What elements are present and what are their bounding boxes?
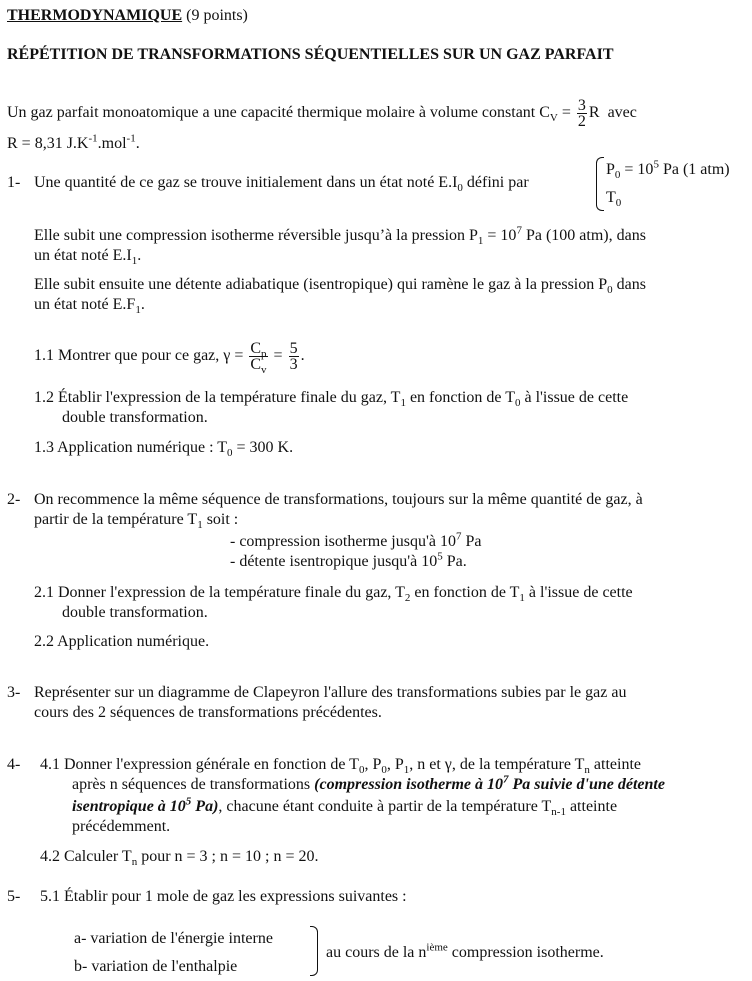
section-heading [7, 6, 248, 26]
equals-sign-2: = [273, 347, 283, 365]
q41-italic-2 [72, 795, 219, 815]
frac-den: 2 [577, 113, 586, 130]
subject-title: THERMODYNAMIQUE [7, 7, 183, 24]
intro-avec: avec [607, 104, 637, 122]
brace-exp: ième [426, 941, 448, 954]
q13-text: 1.3 Application numérique : T [34, 439, 228, 456]
r-exp1: -1 [88, 132, 98, 145]
q1-defined: défini par [466, 174, 529, 191]
r-exp2: -1 [126, 132, 136, 145]
p0-unit: Pa (1 atm) [662, 161, 730, 178]
q1-number: 1- [7, 174, 21, 191]
p0-label: P [606, 161, 615, 178]
brace-text: au cours de la n [326, 944, 427, 961]
q2-line-1: On recommence la même séquence de transformations, toujours sur la même quantité de gaz, à [34, 491, 643, 508]
q21-end: à l'issue de cette [528, 584, 633, 601]
q12-sub2: 0 [514, 397, 521, 410]
p0-exp: 5 [653, 158, 659, 171]
q2-item2-end: Pa. [446, 553, 467, 570]
detente-text: Elle subit ensuite une détente adiabatique (isentropique) qui ramène le gaz à la pression P [34, 276, 608, 293]
final-state: un état noté E.F [34, 296, 136, 313]
q41-e: atteinte [593, 756, 641, 773]
q3-line-2: cours des 2 séquences de transformations précédentes. [34, 704, 382, 721]
equals-sign: = [561, 104, 571, 122]
q13-sub: 0 [227, 447, 233, 460]
q41-line3-sub: n-1 [551, 806, 566, 819]
q2-item-1 [230, 532, 481, 552]
cp-num [249, 340, 267, 361]
q42-sub: n [131, 856, 138, 869]
cv-symbol: C [539, 104, 550, 122]
p0-sub: 0 [614, 169, 621, 182]
gamma-symbol: γ = [223, 347, 244, 365]
q1-1 [34, 340, 305, 377]
q1-detente-line [34, 275, 646, 295]
q41-s2: 0 [381, 764, 387, 777]
g-end: . [300, 347, 305, 365]
q1-2-line-2: double transformation. [62, 409, 208, 426]
q41-s4: n [584, 764, 590, 777]
q1-state-sub: 0 [457, 182, 463, 195]
q2-item-2 [230, 552, 467, 572]
q41-line2-i2: Pa suivie d'une détente [512, 776, 665, 793]
q2-item2-text: - détente isentropique jusqu'à 10 [230, 553, 438, 570]
cv-formula [539, 97, 603, 130]
q4-1-line-4: précédemment. [72, 818, 171, 835]
q41-line3-i: isentropique à 10 [72, 798, 186, 815]
state-line: un état noté E.I [34, 247, 132, 264]
q42-end: pour n = 3 ; n = 10 ; n = 20. [141, 848, 319, 865]
q1-final-state [34, 295, 145, 315]
q41-b: , P [364, 756, 382, 773]
fraction-3-2 [577, 98, 587, 129]
r-mol: .mol [97, 135, 127, 152]
q3-line-1: Représenter sur un diagramme de Clapeyron l'allure des transformations subies par le gaz au [34, 684, 627, 701]
q2-line2-text: partir de la température T [34, 511, 198, 528]
r-constant [7, 134, 140, 154]
q41-line2-a: après n séquences de transformations [72, 776, 311, 793]
detente-end: dans [616, 276, 646, 293]
cv-den-sub: v [261, 364, 267, 377]
q41-italic-1 [314, 773, 665, 793]
q41-s1: 0 [358, 764, 365, 777]
compress-text: Elle subit une compression isotherme réversible jusqu’à la pression P [34, 227, 478, 244]
q4-2 [40, 847, 318, 867]
cp-sub: p [261, 348, 267, 361]
cv-den-letter: C [250, 356, 262, 373]
q2-item1-text: - compression isotherme jusqu'à 10 [230, 533, 456, 550]
t0-definition [606, 188, 621, 208]
cp-letter: C [250, 340, 262, 357]
fraction-5-3 [289, 341, 299, 372]
points-label: (9 points) [186, 7, 248, 24]
q21-sub1: 2 [404, 592, 411, 605]
final-sub: 1 [135, 304, 141, 317]
q3-number: 3- [7, 684, 21, 701]
q2-item1-end: Pa [465, 533, 482, 550]
brace-end: compression isotherme. [451, 944, 604, 961]
state-line-end: . [137, 247, 142, 264]
q5-1: 5.1 Établir pour 1 mole de gaz les expressions suivantes : [40, 888, 407, 905]
q41-line2-i: (compression isotherme à 10 [314, 776, 504, 793]
q1-compression-line [34, 226, 646, 246]
state-line-sub: 1 [131, 255, 138, 268]
intro-line-1 [7, 98, 637, 129]
detente-sub: 0 [607, 284, 613, 297]
q13-end: = 300 K. [236, 439, 294, 456]
q2-line2-sub: 1 [197, 519, 203, 532]
p1-unit: Pa (100 atm), dans [525, 227, 646, 244]
q1-state-line [34, 246, 141, 266]
g-num: 5 [289, 340, 298, 357]
q2-line-2 [34, 510, 238, 530]
q2-2: 2.2 Application numérique. [34, 633, 210, 650]
q1-line-1 [34, 173, 529, 193]
final-end: . [140, 296, 145, 313]
q41-c: , P [386, 756, 404, 773]
frac-num: 3 [577, 97, 586, 114]
q41-d: , n et γ, de la température T [409, 756, 585, 773]
p0-definition [606, 160, 730, 180]
q41-s3: 1 [403, 764, 410, 777]
q4-1-line-1 [40, 755, 641, 775]
q5-number: 5- [7, 888, 21, 905]
r-dot: . [135, 135, 140, 152]
q4-1-line-3 [72, 797, 617, 817]
q5-brace-text [326, 943, 604, 963]
q12-text: 1.2 Établir l'expression de la température finale du gaz, T [34, 389, 401, 406]
q4-number: 4- [7, 756, 21, 773]
q2-1-line-1 [34, 583, 633, 603]
q41-line3-end: atteinte [569, 798, 618, 815]
q41-line3-i2: Pa) [195, 798, 219, 815]
q21-mid: en fonction de T [414, 584, 520, 601]
q5-item-a: a- variation de l'énergie interne [74, 930, 273, 947]
q21-sub2: 1 [519, 592, 525, 605]
q1-2-line-1 [34, 388, 628, 408]
exercise-title: RÉPÉTITION DE TRANSFORMATIONS SÉQUENTIELLES SUR UN GAZ PARFAIT [7, 46, 614, 63]
p1-value: = 10 [487, 227, 517, 244]
q21-text: 2.1 Donner l'expression de la température finale du gaz, T [34, 584, 405, 601]
p0-value: = 10 [624, 161, 654, 178]
cv-sub: V [549, 112, 558, 125]
q4-1-line-2 [72, 775, 665, 795]
left-brace [596, 157, 604, 211]
cv-den [249, 356, 267, 377]
q42-text: 4.2 Calculer T [40, 848, 132, 865]
q2-1-line-2: double transformation. [62, 604, 208, 621]
q2-item1-exp: 7 [455, 530, 462, 543]
q41-line3-exp: 5 [185, 795, 192, 808]
q2-number: 2- [7, 491, 21, 508]
q41-line3-b: , chacune étant conduite à partir de la température T [218, 798, 552, 815]
right-brace [310, 926, 318, 976]
q5-item-b: b- variation de l'enthalpie [74, 958, 238, 975]
q2-item2-exp: 5 [437, 550, 443, 563]
q11-text: 1.1 Montrer que pour ce gaz, [34, 347, 220, 365]
fraction-cp-cv [249, 340, 267, 377]
q1-text: Une quantité de ce gaz se trouve initialement dans un état noté E.I [34, 174, 458, 191]
q12-mid: en fonction de T [409, 389, 515, 406]
q41-a: 4.1 Donner l'expression générale en fonction de T [40, 756, 359, 773]
p1-sub: 1 [477, 235, 484, 248]
p1-exp: 7 [516, 224, 522, 237]
t0-label: T [606, 189, 616, 206]
intro-text: Un gaz parfait monoatomique a une capacité thermique molaire à volume constant [7, 104, 536, 122]
r-symbol: R [588, 104, 600, 122]
q41-line2-exp: 7 [503, 773, 509, 786]
q12-sub1: 1 [400, 397, 406, 410]
q2-line2-end: soit : [206, 511, 239, 528]
q12-end: à l'issue de cette [524, 389, 629, 406]
r-value: R = 8,31 J.K [7, 135, 89, 152]
g-den: 3 [289, 356, 298, 373]
t0-sub: 0 [615, 197, 622, 210]
q1-3 [34, 438, 293, 458]
